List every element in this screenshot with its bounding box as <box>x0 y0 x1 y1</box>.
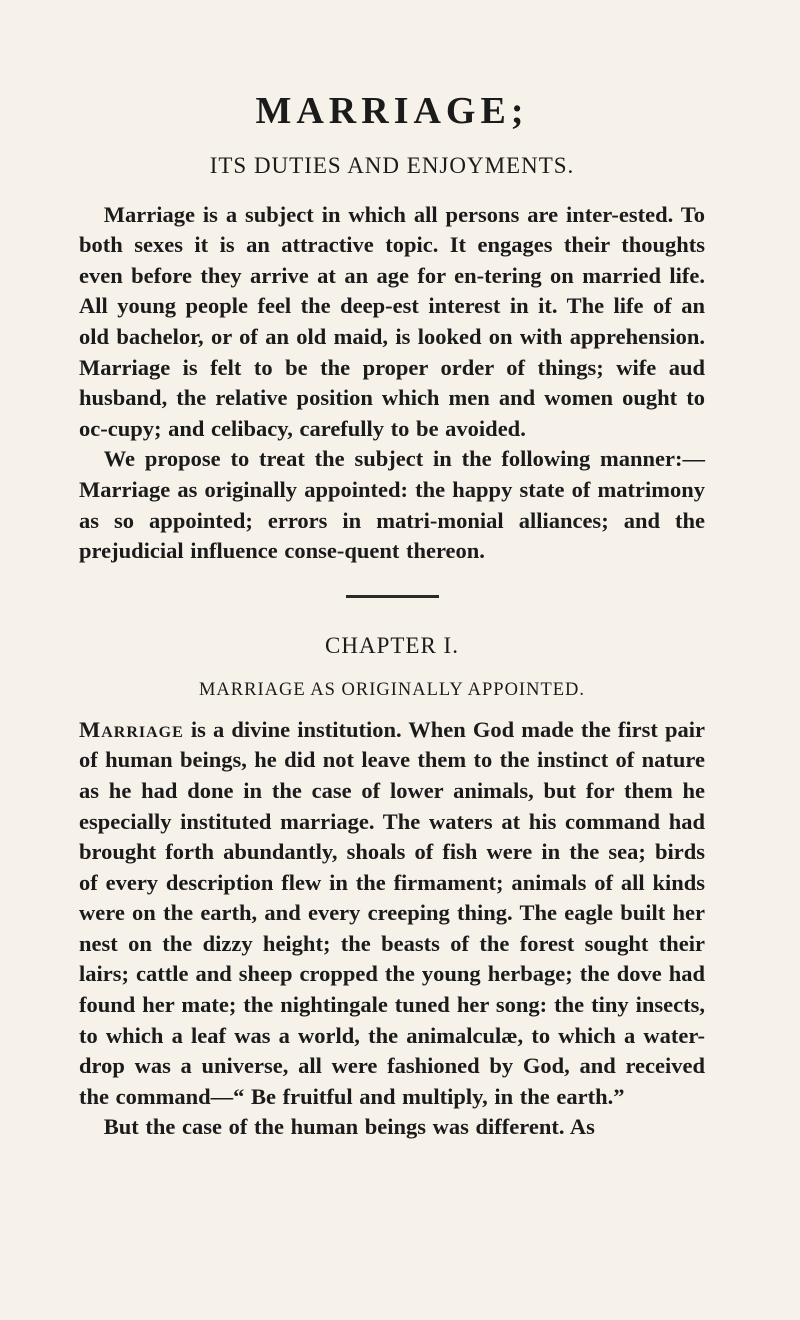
chapter-body: is a divine institution. When God made the first pair of human beings, he did not leave them to the instinct of nature as he had done in the case of lower animals, but for them he especially instituted marriage. The waters at his command had brought forth abundantly, shoals of fish were in the sea; birds of every description flew in the firmament; animals of all kinds were on the earth, and every creeping thing. The eagle built her nest on the dizzy height; the beasts of the forest sought their lairs; cattle and sheep cropped the young herbage; the dove had found her mate; the nightingale tuned her song: the tiny insects, to which a leaf was a world, the animalculæ, to which a water-drop was a universe, all were fashioned by God, and received the command—“ Be fruitful and multiply, in the earth.” <box>79 716 705 1109</box>
intro-paragraph-2: We propose to treat the subject in the following manner:—Marriage as originally appointed: the happy state of matrimony as so appointed; errors in matri-monial alliances; and the prejudicial influence conse-quent thereon. <box>79 446 705 564</box>
chapter-paragraph-1 <box>79 715 705 1113</box>
section-rule <box>346 595 439 598</box>
book-subtitle: ITS DUTIES AND ENJOYMENTS. <box>209 153 575 178</box>
book-title: MARRIAGE; <box>255 90 529 132</box>
lead-word: Marriage <box>79 716 184 742</box>
intro-paragraph-1: Marriage is a subject in which all persons are inter-ested. To both sexes it is an attractive topic. It engages their thoughts even before they arrive at an age for en-tering on married life. All young people feel the deep-est interest in it. The life of an old bachelor, or of an old maid, is looked on with apprehension. Marriage is felt to be the proper order of things; wife aud husband, the relative position which men and women ought to oc-cupy; and celibacy, carefully to be avoided. <box>79 201 705 441</box>
chapter-subheading: MARRIAGE AS ORIGINALLY APPOINTED. <box>198 679 586 700</box>
chapter-heading: CHAPTER I. <box>325 632 459 658</box>
chapter-paragraph-2: But the case of the human beings was different. As <box>103 1114 595 1140</box>
